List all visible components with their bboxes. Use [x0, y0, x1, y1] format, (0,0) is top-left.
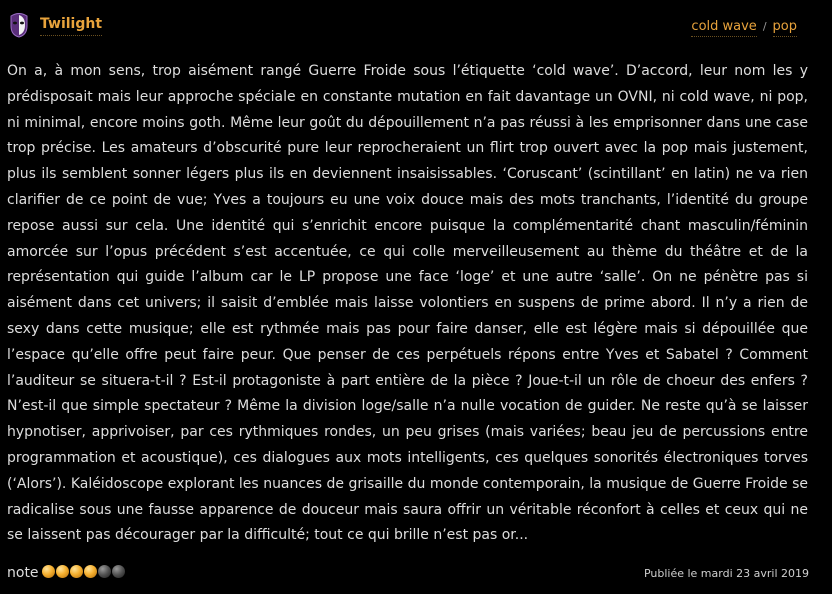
rating-dot-empty [112, 565, 125, 578]
rating-dot-filled [84, 565, 97, 578]
rating-dot-filled [42, 565, 55, 578]
tag-separator: / [762, 20, 767, 33]
masked-figure-icon[interactable] [8, 12, 30, 38]
rating-dot-empty [98, 565, 111, 578]
tag-cold-wave[interactable]: cold wave [691, 19, 756, 37]
rating-dot-filled [70, 565, 83, 578]
tag-pop[interactable]: pop [773, 19, 797, 37]
review-text: On a, à mon sens, trop aisément rangé Guerre Froide sous l’étiquette ‘cold wave’. D’accord, leur nom les y prédisposait mais leur approche spéciale en constante mutation en fait davantage un OVNI, ni cold wave, ni pop, ni minimal, encore moins goth. Même leur goût du dépouillement n’a pas réussi à les emprisonner dans une case trop précise. Les amateurs d’obscurité pure leur reprocheraient un flirt trop ouvert avec la pop mais justement, plus ils semblent sonner légers plus ils en deviennent insaisissables. ‘Coruscant’ (scintillant’ en latin) ne va rien clarifier de ce point de vue; Yves a toujours eu une voix douce mais des mots tranchants, l’identité du groupe repose aussi sur cela. Une identité qui s’enrichit encore puisque la complémentarité chant masculin/féminin amorcée sur l’opus précédent s’est accentuée, ce qui colle merveilleusement au thème du théâtre et de la représentation qui guide l’album car le LP propose une face ‘loge’ et une autre ‘salle’. On ne pénètre pas si aisément dans cet univers; il saisit d’emblée mais laisse volontiers en suspens de prime abord. Il n’y a rien de sexy dans cette musique; elle est rythmée mais pas pour faire danser, elle est légère mais si dépouillée que l’espace qu’elle offre peut faire peur. Que penser de ces perpétuels répons entre Yves et Sabatel ? Comment l’auditeur se situera-t-il ? Est-il protagoniste à part entière de la pièce ? Joue-t-il un rôle de choeur des enfers ? N’est-il que simple spectateur ? Même la division loge/salle n’a nulle vocation de guider. Ne reste qu’à se laisser hypnotiser, apprivoiser, par ces rythmiques rondes, un peu grises (mais variées; beau jeu de percussions entre programmation et acoustique), ces dialogues aux mots intelligents, ces quelques sonorités électroniques torves (‘Alors’). Kaléidoscope explorant les nuances de grisaille du monde contemporain, la musique de Guerre Froide se radicalise sous une fausse apparence de douceur mais saura offrir un véritable réconfort à celles et ceux qui ne se laissent pas décourager par la difficulté; tout ce qui brille n’est pas or... [7, 63, 808, 544]
published-date: Publiée le mardi 23 avril 2019 [643, 567, 809, 580]
note-label: note [7, 565, 39, 581]
author-link[interactable]: Twilight [40, 15, 102, 36]
review-header [0, 0, 832, 44]
tag-list [691, 19, 797, 35]
rating-dot-filled [56, 565, 69, 578]
review-footer [0, 560, 832, 590]
